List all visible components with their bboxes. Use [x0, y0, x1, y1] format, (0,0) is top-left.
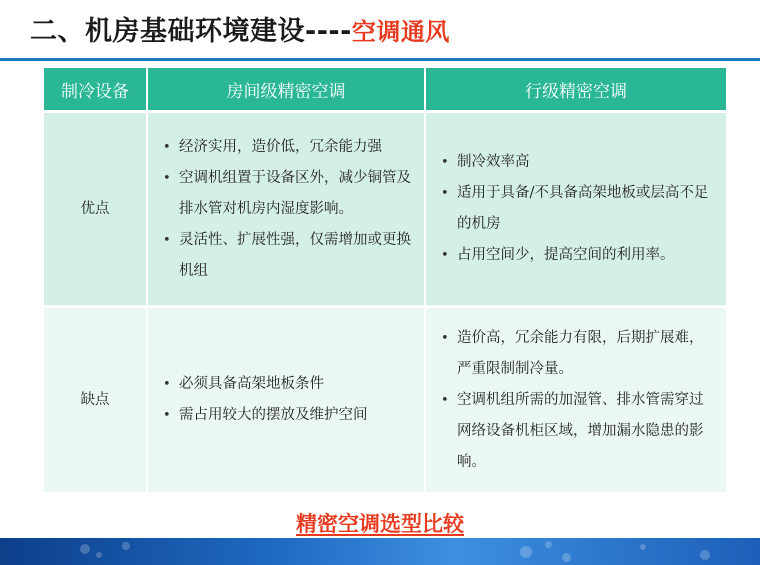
- slide-title: [30, 12, 450, 52]
- slide-caption: [0, 508, 760, 538]
- list-item: • 占用空间少，提高空间的利用率。: [441, 240, 715, 271]
- cell-room-disadvantages: [147, 307, 425, 494]
- footer-decorative-band: [0, 538, 760, 565]
- list-item: • 适用于具备/不具备高架地板或层高不足的机房: [441, 178, 715, 240]
- list-item: • 必须具备高架地板条件: [163, 369, 413, 400]
- header-equipment: 制冷设备: [44, 68, 147, 112]
- list-item: • 空调机组置于设备区外，减少铜管及排水管对机房内湿度影响。: [163, 163, 413, 225]
- cell-row-advantages: [425, 112, 726, 307]
- list-room-advantages: [149, 132, 423, 287]
- list-row-advantages: [427, 147, 725, 271]
- caption-text: 精密空调选型比较: [296, 512, 464, 536]
- list-row-disadvantages: [427, 323, 725, 478]
- header-room-ac: 房间级精密空调: [147, 68, 425, 112]
- list-item: • 制冷效率高: [441, 147, 715, 178]
- list-item: • 经济实用，造价低，冗余能力强: [163, 132, 413, 163]
- table-row-advantages: [44, 112, 726, 307]
- list-room-disadvantages: [149, 369, 423, 431]
- list-item: • 空调机组所需的加湿管、排水管需穿过网络设备机柜区域，增加漏水隐患的影响。: [441, 385, 715, 478]
- table-header-row: [44, 68, 726, 112]
- list-item: • 灵活性、扩展性强，仅需增加或更换机组: [163, 225, 413, 287]
- header-row-ac: 行级精密空调: [425, 68, 726, 112]
- comparison-table: [44, 68, 726, 495]
- slide-title-main: 二、机房基础环境建设----: [30, 16, 352, 47]
- list-item: • 造价高，冗余能力有限，后期扩展难，严重限制制冷量。: [441, 323, 715, 385]
- cell-row-disadvantages: [425, 307, 726, 494]
- title-divider: [0, 58, 760, 61]
- row-label-advantages: 优点: [44, 112, 147, 307]
- table-row-disadvantages: [44, 307, 726, 494]
- slide-title-accent: 空调通风: [351, 18, 450, 46]
- row-label-disadvantages: 缺点: [44, 307, 147, 494]
- cell-room-advantages: [147, 112, 425, 307]
- list-item: • 需占用较大的摆放及维护空间: [163, 400, 413, 431]
